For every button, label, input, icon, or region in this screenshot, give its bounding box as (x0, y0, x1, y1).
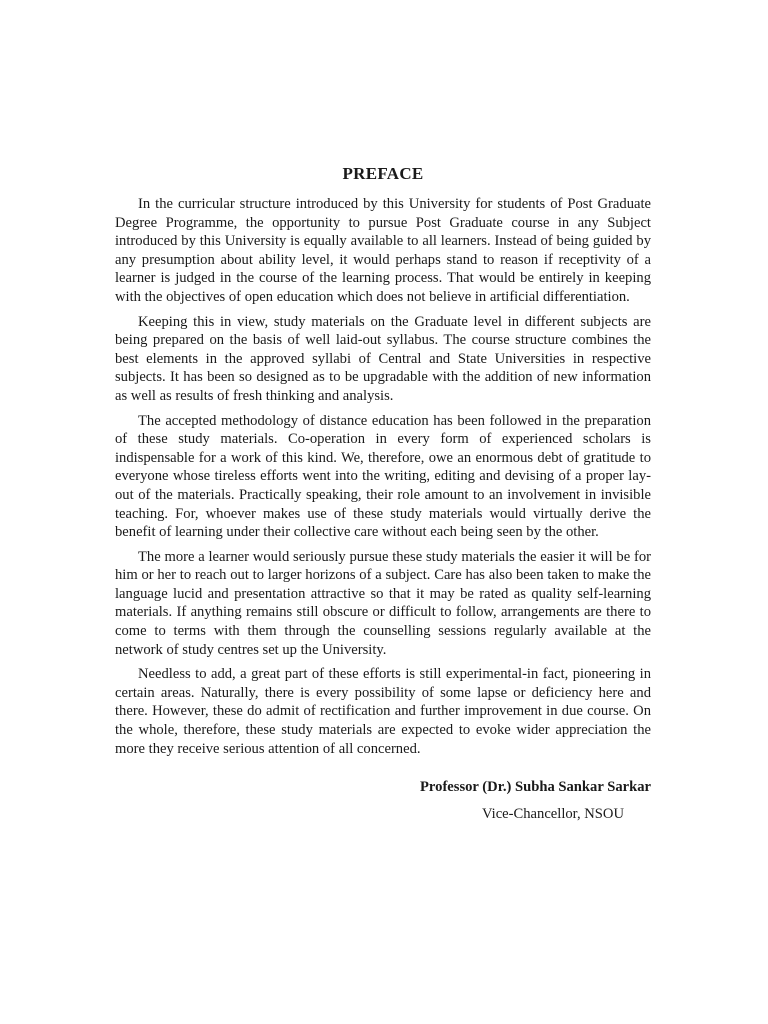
paragraph-5: Needless to add, a great part of these efforts is still experimental-in fact, pioneering in certain areas. Naturally, there is every possibility of some lapse or deficiency here and there. However, these do admit of rectification and further improvement in due course. On the whole, therefore, these study materials are expected to evoke wider appreciation the more they receive serious attention of all concerned. (115, 666, 651, 757)
preface-page (115, 164, 651, 823)
signature-block (115, 778, 651, 823)
paragraph-3: The accepted methodology of distance education has been followed in the preparation of these study materials. Co-operation in every form of experienced scholars is indispensable for a work of this kind. We, therefore, owe an enormous debt of gratitude to everyone whose tireless efforts went into the writing, editing and devising of a proper lay-out of the materials. Practically speaking, their role amount to an involvement in invisible teaching. For, whoever makes use of these study materials would virtually derive the benefit of learning under their collective care without each being seen by the other. (115, 412, 651, 541)
paragraph-1: In the curricular structure introduced by this University for students of Post Graduate Degree Programme, the opportunity to pursue Post Graduate course in any Subject introduced by this University is equally available to all learners. Instead of being guided by any presumption about ability level, it would perhaps stand to reason if receptivity of a learner is judged in the course of the learning process. That would be entirely in keeping with the objectives of open education which does not believe in artificial differentiation. (115, 196, 651, 305)
paragraph-2: Keeping this in view, study materials on the Graduate level in different subjects are being prepared on the basis of well laid-out syllabus. The course structure combines the best elements in the approved syllabi of Central and State Universities in respective subjects. It has been so designed as to be upgradable with the addition of new information as well as results of fresh thinking and analysis. (115, 313, 651, 404)
paragraph-4: The more a learner would seriously pursue these study materials the easier it will be for him or her to reach out to larger horizons of a subject. Care has also been taken to make the language lucid and presentation attractive so that it may be rated as quality self-learning materials. If anything remains still obscure or difficult to follow, arrangements are there to come to terms with them through the counselling sessions regularly available at the network of study centres set up the University. (115, 548, 651, 658)
signatory-name: Professor (Dr.) Subha Sankar Sarkar (420, 779, 651, 796)
signatory-title: Vice-Chancellor, NSOU (481, 806, 624, 823)
page-title: PREFACE (342, 164, 424, 183)
